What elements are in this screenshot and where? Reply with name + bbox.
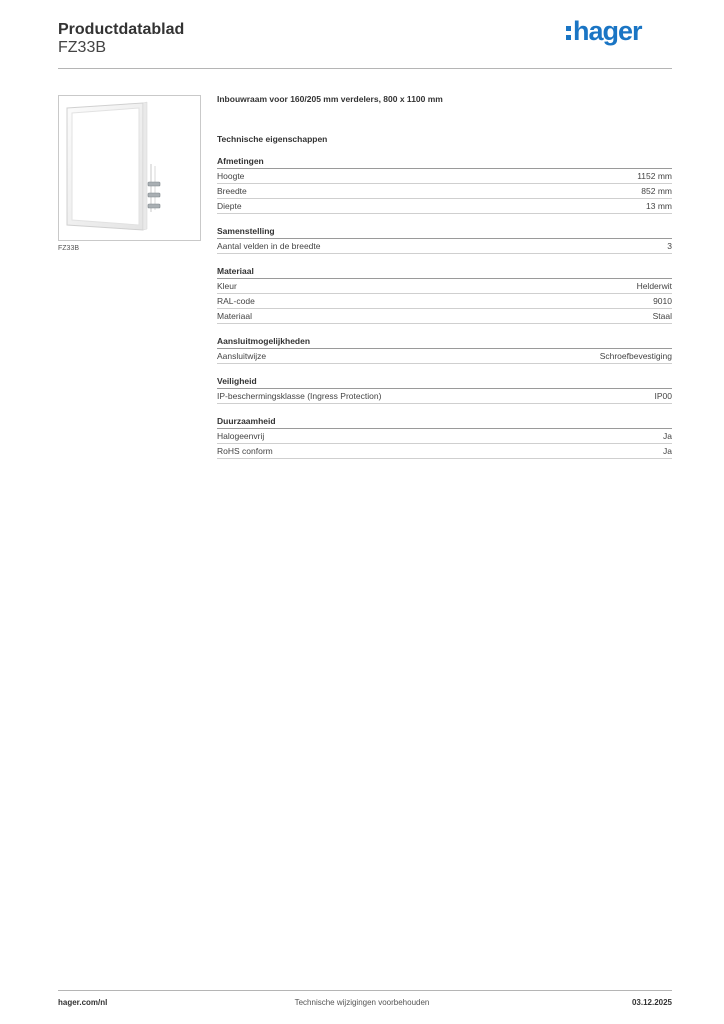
technical-properties-title: Technische eigenschappen <box>217 134 328 144</box>
spec-value: Ja <box>663 431 672 441</box>
spec-row <box>217 389 672 404</box>
spec-label: RAL-code <box>217 296 255 306</box>
spec-value: Helderwit <box>636 281 672 291</box>
frame-illustration-icon <box>59 96 200 240</box>
footer-divider <box>58 990 672 991</box>
spec-row <box>217 279 672 294</box>
footer-website-link[interactable]: hager.com/nl <box>58 998 108 1007</box>
spec-group-title: Aansluitmogelijkheden <box>217 335 672 349</box>
spec-row <box>217 169 672 184</box>
product-code: FZ33B <box>58 39 107 56</box>
spec-row <box>217 309 672 324</box>
spec-row <box>217 429 672 444</box>
spec-group <box>217 225 672 254</box>
spec-value: Staal <box>652 311 672 321</box>
spec-row <box>217 444 672 459</box>
spec-group-title: Veiligheid <box>217 375 672 389</box>
spec-label: Materiaal <box>217 311 252 321</box>
spec-value: 13 mm <box>646 201 672 211</box>
spec-label: Halogeenvrij <box>217 431 265 441</box>
spec-group <box>217 335 672 364</box>
spec-group-title: Afmetingen <box>217 155 672 169</box>
spec-value: Ja <box>663 446 672 456</box>
spec-group-title: Samenstelling <box>217 225 672 239</box>
spec-value: 9010 <box>653 296 672 306</box>
spec-value: 3 <box>667 241 672 251</box>
spec-label: Diepte <box>217 201 242 211</box>
spec-row <box>217 184 672 199</box>
spec-value: 1152 mm <box>637 171 672 181</box>
spec-content <box>217 92 672 459</box>
hager-logo[interactable] <box>566 16 642 46</box>
spec-label: Breedte <box>217 186 247 196</box>
spec-row <box>217 294 672 309</box>
spec-group-title: Materiaal <box>217 265 672 279</box>
spec-group-title: Duurzaamheid <box>217 415 672 429</box>
spec-label: Kleur <box>217 281 237 291</box>
spec-row <box>217 199 672 214</box>
spec-value: IP00 <box>654 391 672 401</box>
spec-label: Aantal velden in de breedte <box>217 241 321 251</box>
spec-label: Aansluitwijze <box>217 351 267 361</box>
spec-row <box>217 239 672 254</box>
spec-row <box>217 349 672 364</box>
spec-value: Schroefbevestiging <box>599 351 672 361</box>
product-image <box>58 95 201 241</box>
footer-notice: Technische wijzigingen voorbehouden <box>294 998 430 1007</box>
spec-group <box>217 375 672 404</box>
spec-group <box>217 265 672 324</box>
logo-dots-icon <box>566 26 571 40</box>
logo-text: hager <box>573 15 642 46</box>
spec-value: 852 mm <box>641 186 672 196</box>
spec-label: Hoogte <box>217 171 245 181</box>
spec-group <box>217 415 672 459</box>
page-title: Productdatablad <box>58 21 185 38</box>
header-divider <box>58 68 672 69</box>
product-description: Inbouwraam voor 160/205 mm verdelers, 800 x 1100 mm <box>217 94 443 104</box>
spec-label: IP-beschermingsklasse (Ingress Protection) <box>217 391 382 401</box>
spec-groups <box>217 155 672 459</box>
spec-group <box>217 155 672 214</box>
footer-date: 03.12.2025 <box>631 998 672 1007</box>
image-caption: FZ33B <box>58 245 80 252</box>
spec-label: RoHS conform <box>217 446 273 456</box>
